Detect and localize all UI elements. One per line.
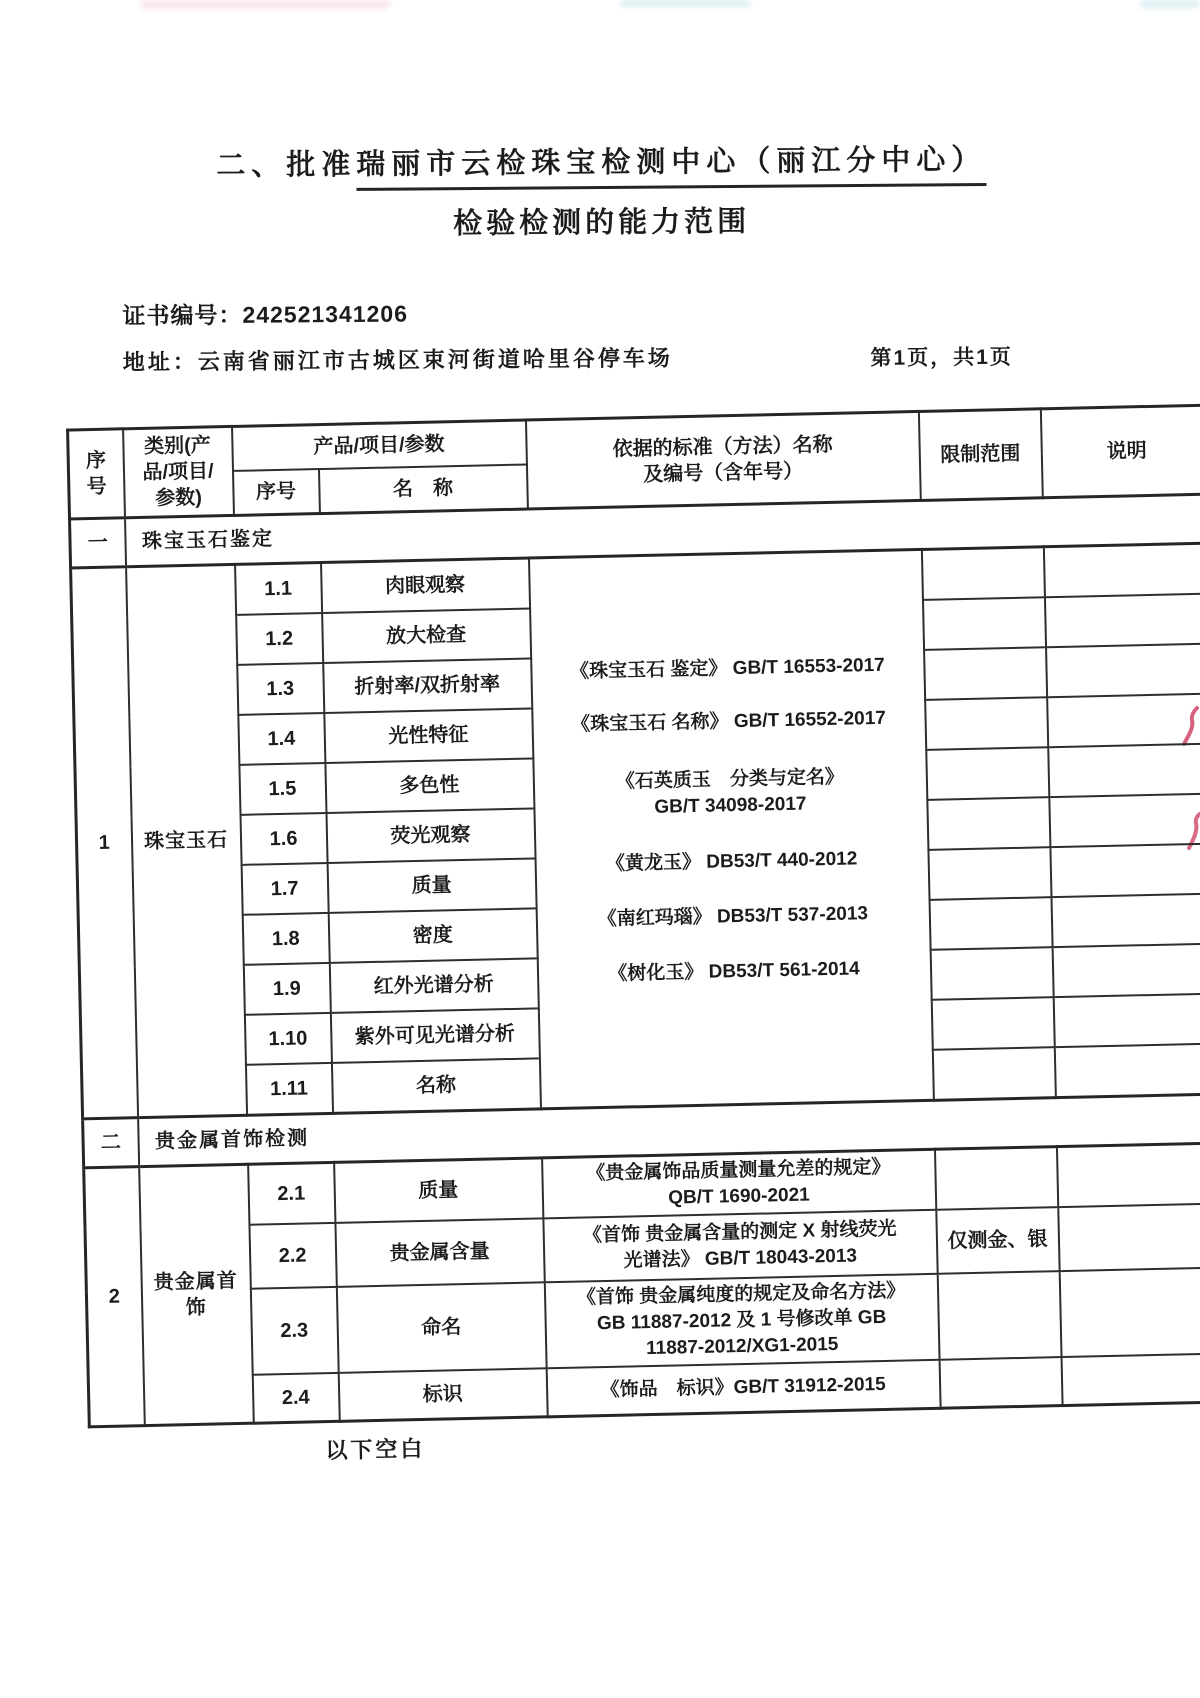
standard-ref: GB/T 34098-2017 bbox=[654, 793, 807, 818]
page-indicator: 第1页，共1页 bbox=[870, 345, 1013, 370]
certificate-number-label: 证书编号： bbox=[122, 301, 243, 329]
title-underlined-org-name: 瑞丽市云检珠宝检测中心（丽江分中心） bbox=[356, 144, 986, 191]
note-cell bbox=[1046, 644, 1200, 698]
standard-ref: 《珠宝玉石 鉴定》 GB/T 16553-2017 bbox=[569, 654, 885, 683]
note-cell bbox=[1061, 1353, 1200, 1405]
note-cell bbox=[1043, 543, 1200, 597]
item-no: 1.10 bbox=[244, 1013, 331, 1065]
item-name: 红外光谱分析 bbox=[329, 958, 538, 1013]
capability-table-wrap bbox=[66, 404, 1200, 1471]
standard-ref: 《石英质玉 分类与定名》 bbox=[615, 766, 845, 793]
standard-ref: 《南红玛瑙》 DB53/T 537-2013 bbox=[597, 903, 869, 931]
item-no: 1.5 bbox=[239, 763, 326, 815]
item-name: 多色性 bbox=[325, 758, 534, 813]
note-cell bbox=[1051, 893, 1200, 947]
item-name: 荧光观察 bbox=[326, 808, 535, 863]
item-no: 1.3 bbox=[237, 663, 324, 715]
note-cell bbox=[1052, 943, 1200, 997]
certificate-number-value: 242521341206 bbox=[242, 300, 409, 328]
item-no: 1.2 bbox=[236, 613, 323, 665]
address-label: 地址： bbox=[122, 349, 198, 375]
certificate-number-line bbox=[122, 296, 408, 331]
limit-cell bbox=[937, 1271, 1061, 1360]
item-no: 2.2 bbox=[249, 1223, 336, 1289]
item-no: 1.9 bbox=[243, 963, 330, 1015]
item-name: 密度 bbox=[328, 908, 537, 963]
col-header-category: 类别(产 品/项目/ 参数) bbox=[123, 426, 234, 517]
note-cell bbox=[1054, 1043, 1200, 1097]
group1-category: 珠宝玉石 bbox=[126, 564, 247, 1117]
col-header-seq: 序 号 bbox=[68, 429, 125, 519]
group2-category: 贵金属首饰 bbox=[139, 1164, 254, 1425]
item-name: 折射率/双折射率 bbox=[323, 658, 532, 713]
scan-smudge bbox=[1140, 0, 1200, 8]
item-no: 1.8 bbox=[242, 913, 329, 965]
item-no: 2.3 bbox=[250, 1287, 338, 1375]
group2-seq: 2 bbox=[84, 1167, 145, 1427]
group1-seq: 1 bbox=[71, 567, 138, 1119]
note-cell bbox=[1050, 843, 1200, 897]
note-cell bbox=[1047, 694, 1200, 748]
limit-cell bbox=[928, 847, 1051, 900]
item-name: 质量 bbox=[334, 1158, 543, 1223]
item-name: 标识 bbox=[338, 1368, 547, 1421]
note-cell bbox=[1044, 594, 1200, 648]
limit-cell bbox=[934, 1147, 1057, 1210]
item-name: 肉眼观察 bbox=[321, 558, 530, 613]
scan-smudge bbox=[620, 0, 750, 7]
col-header-product-group: 产品/项目/参数 bbox=[232, 420, 527, 471]
title-prefix: 二、批准 bbox=[216, 148, 357, 183]
item-no: 1.1 bbox=[235, 563, 322, 615]
standard-ref: 《珠宝玉石 名称》 GB/T 16552-2017 bbox=[571, 707, 887, 736]
document-header bbox=[0, 0, 1200, 375]
limit-cell bbox=[930, 947, 1053, 1000]
col-header-sub-name: 名 称 bbox=[318, 465, 527, 514]
standard-ref: 《首饰 贵金属纯度的规定及命名方法》 GB 11887-2012 及 1 号修改单 GB 11887-2012/XG1-2015 bbox=[544, 1274, 939, 1369]
standard-ref: 《贵金属饰品质量测量允差的规定》 QB/T 1690-2021 bbox=[542, 1149, 936, 1218]
table-header-row-1 bbox=[68, 405, 1200, 474]
item-no: 1.4 bbox=[238, 713, 325, 765]
note-cell bbox=[1049, 794, 1200, 848]
limit-cell bbox=[939, 1357, 1062, 1408]
section1-title: 珠宝玉石鉴定 bbox=[125, 494, 1200, 567]
item-name: 紫外可见光谱分析 bbox=[330, 1008, 539, 1063]
standard-ref: 《树化玉》 DB53/T 561-2014 bbox=[608, 958, 860, 985]
note-cell bbox=[1058, 1203, 1200, 1271]
col-header-sub-seq: 序号 bbox=[233, 469, 320, 515]
scan-smudge bbox=[140, 0, 390, 9]
limit-cell bbox=[931, 997, 1054, 1050]
item-name: 命名 bbox=[336, 1282, 546, 1373]
capability-table bbox=[66, 404, 1200, 1429]
item-no: 2.1 bbox=[248, 1162, 335, 1224]
limit-cell bbox=[922, 597, 1045, 650]
section2-title: 贵金属首饰检测 bbox=[138, 1094, 1200, 1167]
item-name: 质量 bbox=[327, 858, 536, 913]
limit-cell bbox=[929, 897, 1052, 950]
note-cell bbox=[1056, 1143, 1200, 1207]
item-no: 1.6 bbox=[240, 813, 327, 865]
section2-seq: 二 bbox=[83, 1118, 139, 1168]
col-header-limit: 限制范围 bbox=[918, 409, 1042, 501]
limit-cell bbox=[924, 647, 1047, 700]
col-header-note: 说明 bbox=[1040, 405, 1200, 498]
limit-cell: 仅测金、银 bbox=[936, 1207, 1059, 1274]
item-no: 1.7 bbox=[241, 863, 328, 915]
section1-seq: 一 bbox=[70, 518, 126, 568]
limit-cell bbox=[927, 797, 1050, 850]
below-blank-note: 以下空白 bbox=[325, 1435, 426, 1464]
item-name: 光性特征 bbox=[324, 708, 533, 763]
address-value: 云南省丽江市古城区束河街道哈里谷停车场 bbox=[197, 345, 673, 375]
note-cell bbox=[1059, 1267, 1200, 1357]
item-no: 1.11 bbox=[245, 1063, 332, 1115]
document-title-line2: 检验检测的能力范围 bbox=[453, 205, 751, 241]
limit-cell bbox=[932, 1047, 1055, 1100]
limit-cell bbox=[926, 747, 1049, 800]
item-name: 贵金属含量 bbox=[335, 1218, 544, 1287]
document-title-line1 bbox=[1, 135, 1200, 185]
limit-cell bbox=[925, 697, 1048, 750]
item-name: 放大检查 bbox=[322, 608, 531, 663]
standard-ref: 《黄龙玉》 DB53/T 440-2012 bbox=[605, 848, 858, 875]
limit-cell bbox=[921, 547, 1044, 600]
item-name: 名称 bbox=[331, 1058, 540, 1113]
note-cell bbox=[1048, 744, 1200, 798]
standard-ref: 《首饰 贵金属含量的测定 X 射线荧光 光谱法》 GB/T 18043-2013 bbox=[543, 1210, 937, 1283]
item-no: 2.4 bbox=[252, 1373, 339, 1423]
standard-ref: 《饰品 标识》GB/T 31912-2015 bbox=[546, 1360, 940, 1417]
col-header-standard: 依据的标准（方法）名称 及编号（含年号） bbox=[525, 411, 920, 509]
note-cell bbox=[1053, 993, 1200, 1047]
group1-standards-cell bbox=[528, 549, 933, 1108]
